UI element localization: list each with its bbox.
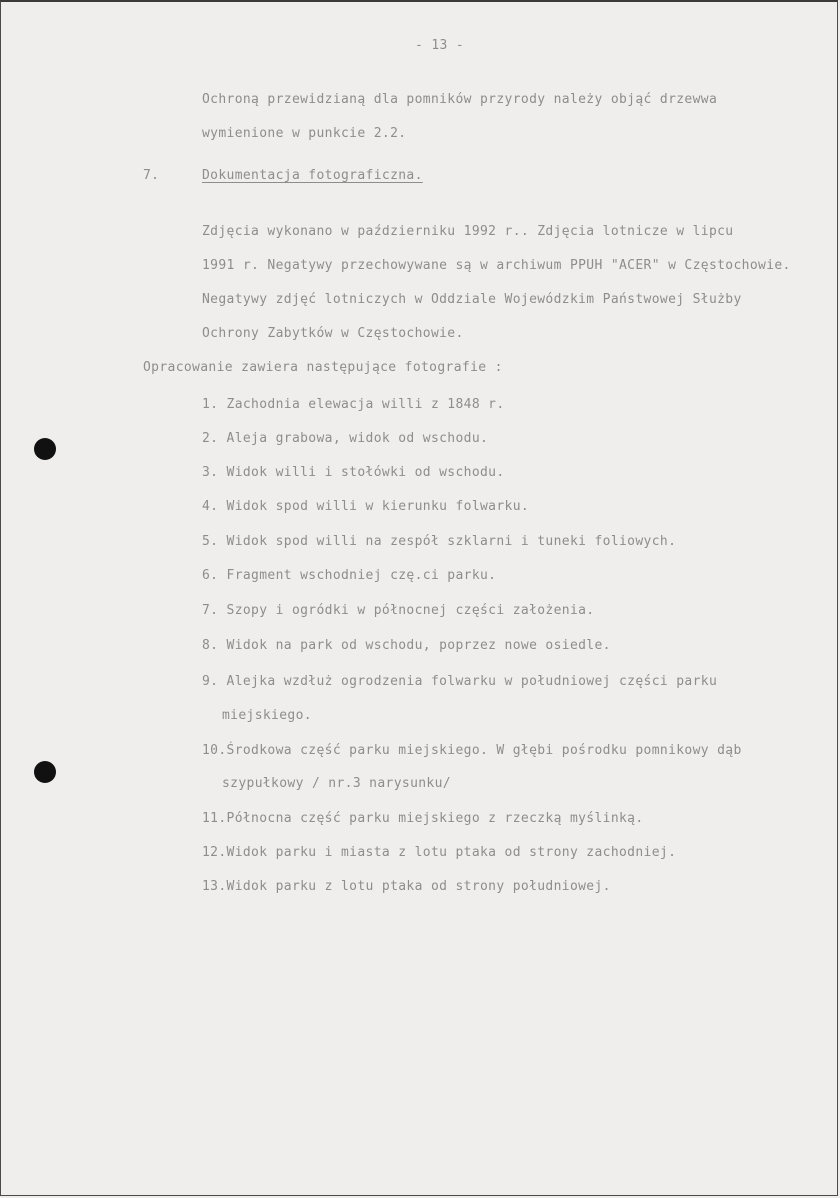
paragraph-line-3: Negatywy zdjęć lotniczych w Oddziale Wojewódzkim Państwowej Służby xyxy=(202,292,742,307)
list-item: 8. Widok na park od wschodu, poprzez nowe osiedle. xyxy=(202,638,611,653)
list-item: 7. Szopy i ogródki w północnej części założenia. xyxy=(202,603,595,618)
list-item: 3. Widok willi i stołówki od wschodu. xyxy=(202,465,505,480)
list-item: 10.Środkowa część parku miejskiego. W głębi pośrodku pomnikowy dąb xyxy=(202,743,742,758)
list-item-continuation: miejskiego. xyxy=(222,708,312,723)
paragraph-line-2: 1991 r. Negatywy przechowywane są w archiwum PPUH "ACER" w Częstochowie. xyxy=(202,258,791,273)
paragraph-line-4: Ochrony Zabytków w Częstochowie. xyxy=(202,326,464,341)
list-item: 13.Widok parku z lotu ptaka od strony południowej. xyxy=(202,879,611,894)
list-item: 9. Alejka wzdłuż ogrodzenia folwarku w południowej części parku xyxy=(202,674,718,689)
intro-line-2: wymienione w punkcie 2.2. xyxy=(202,126,407,141)
intro-line-1: Ochroną przewidzianą dla pomników przyrody należy objąć drzewwa xyxy=(202,92,718,107)
paragraph-line-1: Zdjęcia wykonano w październiku 1992 r.. Zdjęcia lotnicze w lipcu xyxy=(202,224,734,239)
section-title: Dokumentacja fotograficzna. xyxy=(202,168,423,183)
list-item: 2. Aleja grabowa, widok od wschodu. xyxy=(202,431,489,446)
list-item-continuation: szypułkowy / nr.3 narysunku/ xyxy=(222,776,451,791)
page-number: - 13 - xyxy=(415,38,465,53)
list-item: 1. Zachodnia elewacja willi z 1848 r. xyxy=(202,397,505,412)
list-item: 6. Fragment wschodniej czę.ci parku. xyxy=(202,568,497,583)
section-number: 7. xyxy=(143,168,160,183)
list-intro: Opracowanie zawiera następujące fotografie : xyxy=(143,360,503,375)
list-item: 5. Widok spod willi na zespół szklarni i tuneki foliowych. xyxy=(202,534,677,549)
list-item: 4. Widok spod willi w kierunku folwarku. xyxy=(202,499,530,514)
punch-hole-top xyxy=(34,438,56,460)
list-item: 11.Północna część parku miejskiego z rzeczką myślinką. xyxy=(202,811,644,826)
list-item: 12.Widok parku i miasta z lotu ptaka od strony zachodniej. xyxy=(202,845,677,860)
punch-hole-bottom xyxy=(34,761,56,783)
